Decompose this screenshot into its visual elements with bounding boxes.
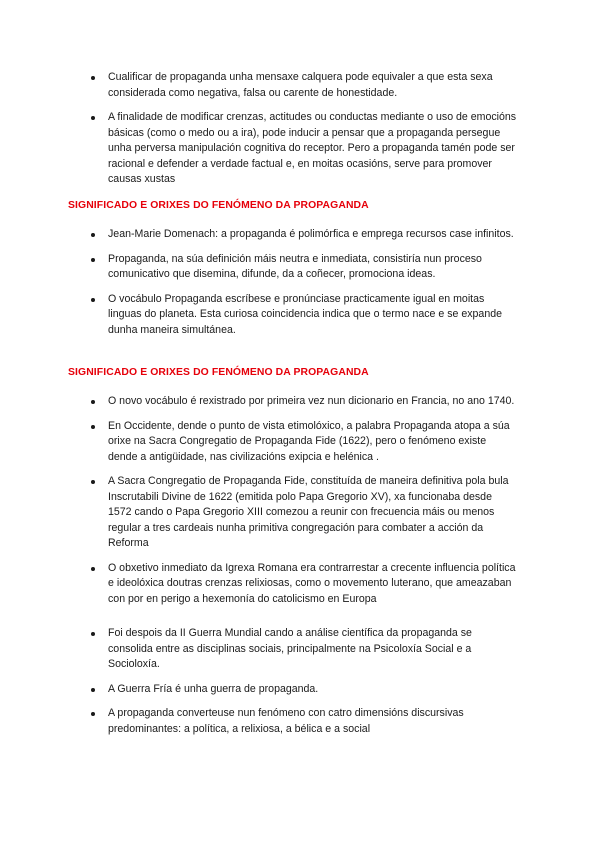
list-item: A Sacra Congregatio de Propaganda Fide, constituída de maneira definitiva pola bula Inscrutabili Divine de 1622 (emitida polo Papa Gregorio XV), xa funcionaba desde 1572 cando o Papa Gregorio XIII comezou a reunir con frecuencia máis ou menos regular a tres cardeais nunha primitiva congregación para combater a acción da Reforma	[0, 474, 600, 552]
section-heading: SIGNIFICADO E ORIXES DO FENÓMENO DA PROPAGANDA	[68, 200, 369, 211]
list-item: A finalidade de modificar crenzas, actitudes ou conductas mediante o uso de emocións básicas (como o medo ou a ira), pode inducir a pensar que a propaganda persegue unha perversa manipulación cognitiva do receptor. Pero a propaganda tamén pode ser racional e defender a verdade factual e, en moitas ocasións, serve para promover causas xustas	[0, 110, 600, 188]
list-item: O novo vocábulo é rexistrado por primeira vez nun dicionario en Francia, no ano 1740.	[0, 394, 600, 410]
list-item: A propaganda converteuse nun fenómeno con catro dimensións discursivas predominantes: a política, a relixiosa, a bélica e a social	[0, 706, 600, 737]
list-item: A Guerra Fría é unha guerra de propaganda.	[0, 682, 600, 698]
list-item: Cualificar de propaganda unha mensaxe calquera pode equivaler a que esta sexa considerada como negativa, falsa ou carente de honestidade.	[0, 70, 600, 101]
list-item: O obxetivo inmediato da Igrexa Romana era contrarrestar a crecente influencia política e ideolóxica doutras crenzas relixiosas, como o movemento luterano, que ameazaban con por en perigo a hexemonía do catolicismo en Europa	[0, 561, 600, 608]
list-item: Foi despois da II Guerra Mundial cando a análise científica da propaganda se consolida entre as disciplinas sociais, principalmente na Psicoloxía Social e a Socioloxía.	[0, 626, 600, 673]
list-item: Propaganda, na súa definición máis neutra e inmediata, consistiría nun proceso comunicativo que disemina, difunde, da a coñecer, promociona ideas.	[0, 252, 600, 283]
list-item: En Occidente, dende o punto de vista etimolóxico, a palabra Propaganda atopa a súa orixe na Sacra Congregatio de Propaganda Fide (1622), pero o fenómeno existe dende a antigüidade, nas civilizacións exipcia e helénica .	[0, 419, 600, 466]
bullet-list-significado-2	[0, 394, 600, 616]
bullet-list-significado-1	[0, 227, 600, 347]
list-item: O vocábulo Propaganda escríbese e pronúnciase practicamente igual en moitas linguas do planeta. Esta curiosa coincidencia indica que o termo nace e se expande dunha maneira simultánea.	[0, 292, 600, 339]
section-heading: SIGNIFICADO E ORIXES DO FENÓMENO DA PROPAGANDA	[68, 367, 369, 378]
list-item: Jean-Marie Domenach: a propaganda é polimórfica e emprega recursos case infinitos.	[0, 227, 600, 243]
bullet-list-intro	[0, 70, 600, 197]
bullet-list-post-war	[0, 626, 600, 746]
